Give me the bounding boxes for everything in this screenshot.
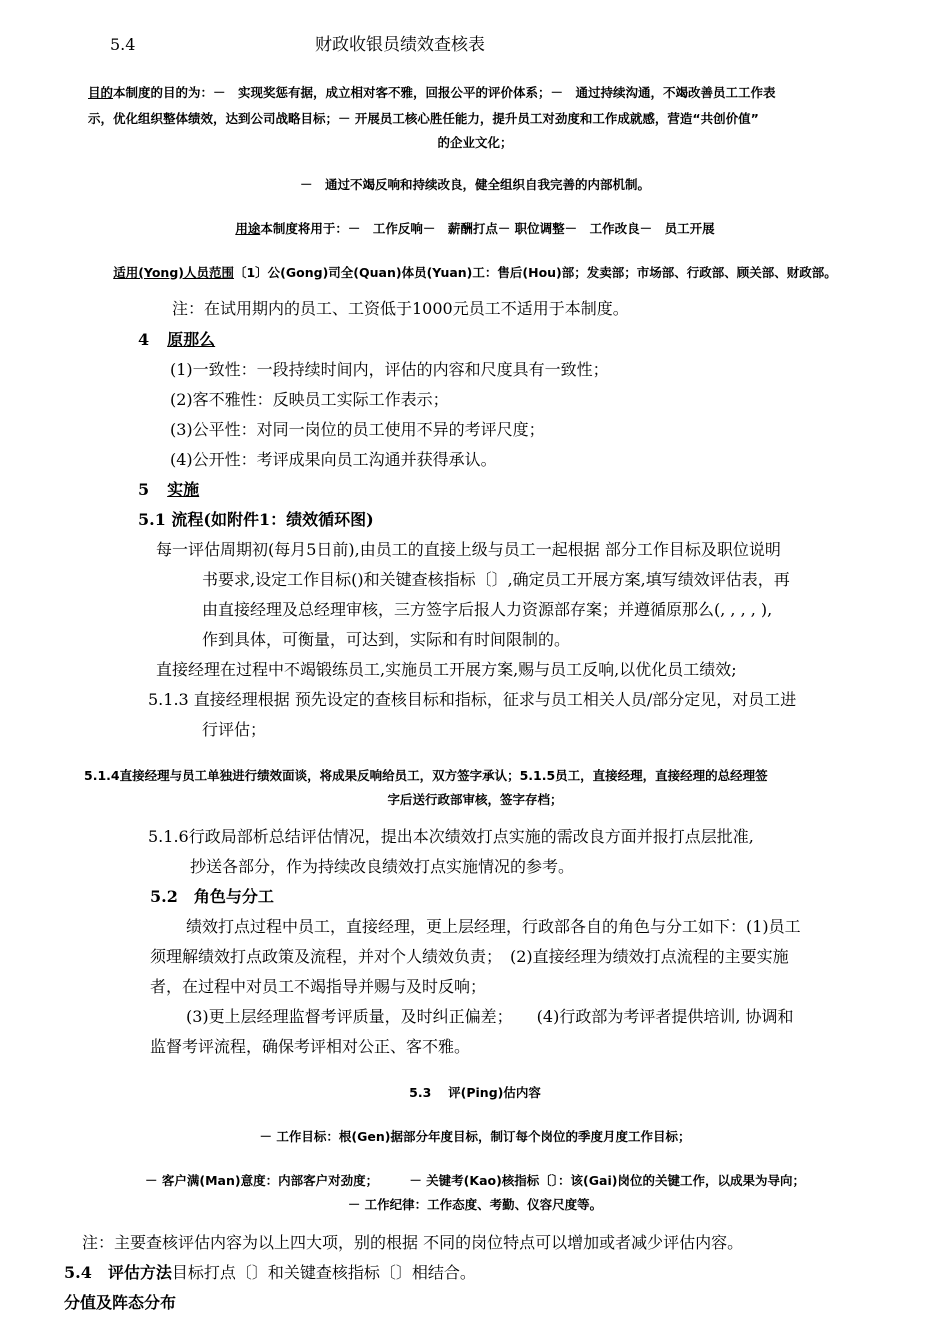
s52-line-3: 者，在过程中对员工不竭指导并赐与及时反响； (150, 977, 487, 996)
purpose-line-1: 目的本制度的目的为：－ 实现奖惩有据，成立相对客不雅，回报公平的评价体系；－ 通过持续沟通，不竭改善员工工作表 (88, 85, 776, 100)
purpose-label: 目的 (88, 85, 114, 100)
principle-1: (1)一致性：一段持续时间内，评估的内容和尺度具有一致性； (170, 360, 609, 379)
s51-para-line-4: 作到具体，可衡量，可达到，实际和有时间限制的。 (202, 630, 571, 649)
purpose-line-3: 的企业文化； (437, 135, 513, 150)
s53-item-2: － 客户满(Man)意度：内部客户对劲度； － 关键考(Kao)核指标〔〕：该(Gai)岗位的关键工作，以成果为导向； (145, 1173, 805, 1188)
section-5-3-heading: 5.3 评(Ping)估内容 (409, 1085, 541, 1100)
scope-label: 适用(Yong)人员范围 (113, 265, 234, 280)
score-distribution-heading: 分值及阵态分布 (64, 1293, 177, 1312)
section-5-2-heading: 5.2 角色与分工 (150, 887, 274, 906)
s514-line-1: 5.1.4直接经理与员工单独进行绩效面谈，将成果反响给员工，双方签字承认；5.1.5员工，直接经理，直接经理的总经理签 (84, 768, 768, 783)
s52-line-2: 须理解绩效打点政策及流程，并对个人绩效负责； (2)直接经理为绩效打点流程的主要实施 (150, 947, 789, 966)
s516-line-2: 抄送各部分，作为持续改良绩效打点实施情况的参考。 (190, 857, 575, 876)
s52-line-5: 监督考评流程，确保考评相对公正、客不雅。 (150, 1037, 471, 1056)
s51-para-line-2: 书要求,设定工作目标()和关键查核指标〔〕,确定员工开展方案,填写绩效评估表，再 (202, 570, 790, 589)
principle-4: (4)公开性：考评成果向员工沟通并获得承认。 (170, 450, 497, 469)
section-5-1-heading: 5.1 流程(如附件1：绩效循环图) (138, 510, 374, 529)
note-trial-period: 注：在试用期内的员工、工资低于1000元员工不适用于本制度。 (172, 299, 629, 318)
s513-line-2: 行评估； (202, 720, 267, 739)
section-5-heading: 5 实施 (138, 480, 200, 499)
section-4-heading: 4 原那么 (138, 330, 216, 349)
s52-line-1: 绩效打点过程中员工，直接经理，更上层经理，行政部各自的角色与分工如下：(1)员工 (186, 917, 801, 936)
section-5-4-line: 5.4 评估方法目标打点〔〕和关键查核指标〔〕相结合。 (64, 1263, 476, 1282)
document-title: 财政收银员绩效查核表 (315, 35, 485, 55)
s514-line-2: 字后送行政部审核，签字存档； (387, 792, 563, 807)
s51-para-line-3: 由直接经理及总经理审核，三方签字后报人力资源部存案；并遵循原那么(, , , , ), (202, 600, 773, 619)
usage-line: 用途本制度将用于：－ 工作反响－ 薪酬打点－ 职位调整－ 工作改良－ 员工开展 (235, 221, 715, 236)
title-number: 5.4 (110, 35, 136, 54)
section-5-4-label: 5.4 评估方法 (64, 1263, 172, 1282)
note-evaluation-content: 注：主要查核评估内容为以上四大项，别的根据 不同的岗位特点可以增加或者减少评估内容。 (82, 1233, 744, 1252)
usage-label: 用途 (235, 221, 261, 236)
s53-item-1: － 工作目标：根(Gen)据部分年度目标，制订每个岗位的季度月度工作目标； (259, 1129, 691, 1144)
principle-2: (2)客不雅性：反映员工实际工作表示； (170, 390, 449, 409)
s516-line-1: 5.1.6行政局部析总结评估情况，提出本次绩效打点实施的需改良方面并报打点层批准, (148, 827, 754, 846)
s51-para-line-1: 每一评估周期初(每月5日前),由员工的直接上级与员工一起根据 部分工作目标及职位说明 (156, 540, 781, 559)
principle-3: (3)公平性：对同一岗位的员工使用不异的考评尺度； (170, 420, 545, 439)
s51-para-2: 直接经理在过程中不竭锻练员工,实施员工开展方案,赐与员工反响,以优化员工绩效; (156, 660, 737, 679)
s513-line-1: 5.1.3 直接经理根据 预先设定的查核目标和指标，征求与员工相关人员/部分定见，对员工进 (148, 690, 797, 709)
scope-line: 适用(Yong)人员范围〔1〕公(Gong)司全(Quan)体员(Yuan)工：售后(Hou)部；发卖部；市场部、行政部、顾关部、财政部。 (113, 265, 837, 280)
s53-item-3: － 工作纪律：工作态度、考勤、仪容尺度等。 (347, 1197, 603, 1212)
purpose-line-4: － 通过不竭反响和持续改良，健全组织自我完善的内部机制。 (299, 177, 650, 192)
s52-line-4: (3)更上层经理监督考评质量，及时纠正偏差； (4)行政部为考评者提供培训, 协调和 (186, 1007, 794, 1026)
purpose-line-2: 示，优化组织整体绩效，达到公司战略目标；－ 开展员工核心胜任能力，提升员工对劲度和工作成就感，营造“共创价值” (88, 111, 759, 126)
